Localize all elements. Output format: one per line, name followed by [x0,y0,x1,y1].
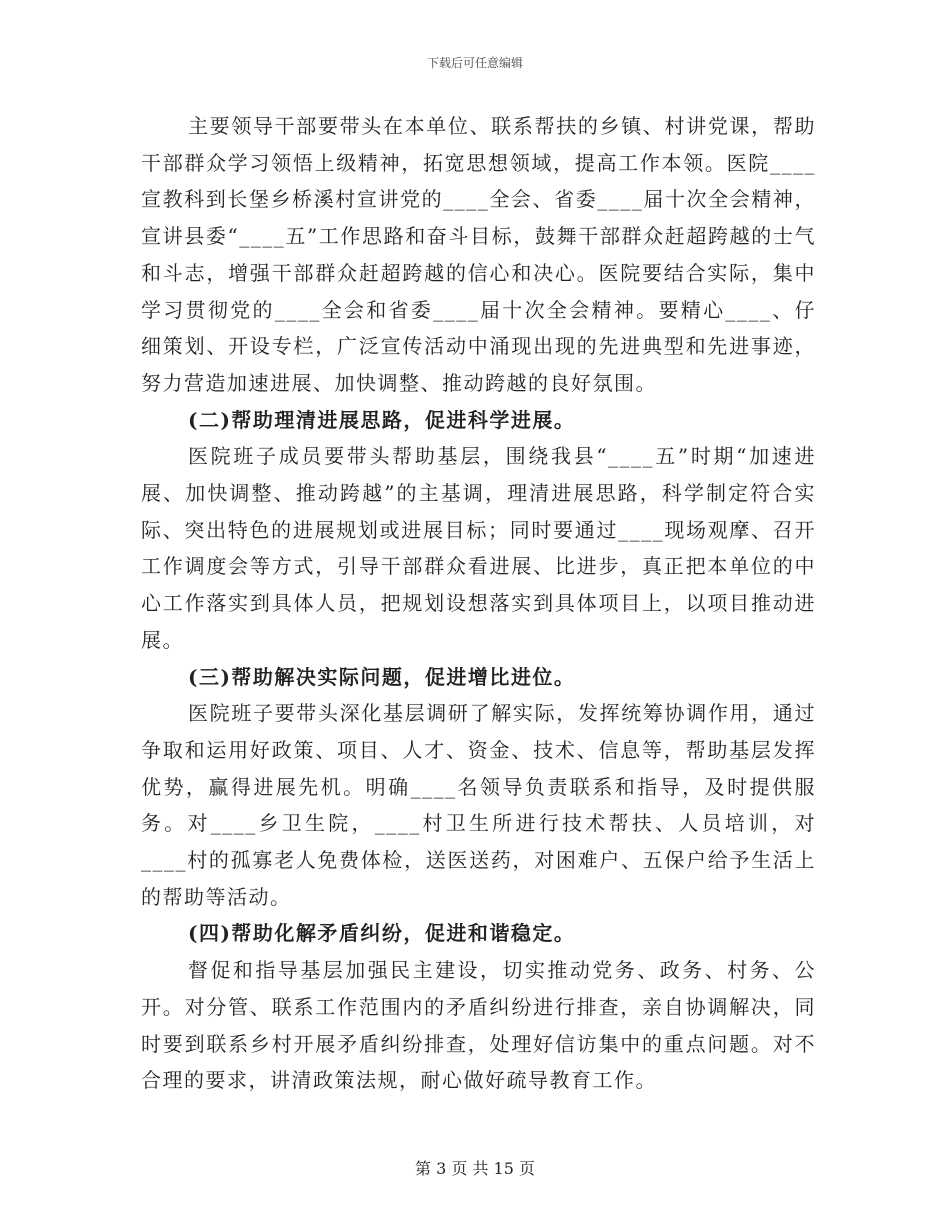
page-number: 第 3 页 共 15 页 [415,1159,535,1178]
paragraph-lead: 主要领导干部要带头在本单位、联系帮扶的乡镇、村讲党课，帮助干部群众学习领悟上级精神，拓宽思想领域，提高工作本领。医院____宣教科到长堡乡桥溪村宣讲党的____全会、省委____届十次全会精神，宣讲县委“____五”工作思路和奋斗目标，鼓舞干部群众赶超跨越的士气和斗志，增强干部群众赶超跨越的信心和决心。医院要结合实际，集中学习贯彻党的____全会和省委____届十次全会精神。要精心____、仔细策划、开设专栏，广泛宣传活动中涌现出现的先进典型和先进事迹，努力营造加速进展、加快调整、推动跨越的良好氛围。 [141,114,816,395]
section-heading-3: (三)帮助解决实际问题，促进增比进位。 [188,664,576,689]
section-heading-2: (二)帮助理清进展思路，促进科学进展。 [188,407,576,432]
page-header-note: 下载后可任意编辑 [426,56,523,70]
section-heading-4: (四)帮助化解矛盾纠纷，促进和谐稳定。 [188,921,576,946]
paragraph-section-3: 医院班子要带头深化基层调研了解实际，发挥统筹协调作用，通过争取和运用好政策、项目、人才、资金、技术、信息等，帮助基层发挥优势，赢得进展先机。明确____名领导负责联系和指导，及时提供服务。对____乡卫生院，____村卫生所进行技术帮扶、人员培训，对____村的孤寡老人免费体检，送医送药，对困难户、五保户给予生活上的帮助等活动。 [141,701,816,909]
paragraph-section-2: 医院班子成员要带头帮助基层，围绕我县“____五”时期“加速进展、加快调整、推动跨越”的主基调，理清进展思路，科学制定符合实际、突出特色的进展规划或进展目标；同时要通过____现场观摩、召开工作调度会等方式，引导干部群众看进展、比进步，真正把本单位的中心工作落实到具体人员，把规划设想落实到具体项目上，以项目推动进展。 [141,444,816,652]
paragraph-section-4: 督促和指导基层加强民主建设，切实推动党务、政务、村务、公开。对分管、联系工作范围内的矛盾纠纷进行排查，亲自协调解决，同时要到联系乡村开展矛盾纠纷排查，处理好信访集中的重点问题。对不合理的要求，讲清政策法规，耐心做好疏导教育工作。 [141,958,816,1093]
document-body [141,108,816,1099]
